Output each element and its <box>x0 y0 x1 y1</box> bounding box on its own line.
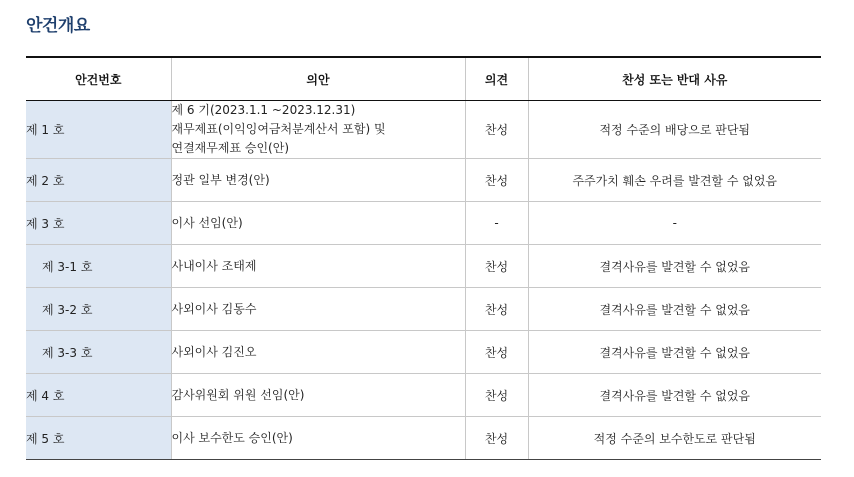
opinion-cell: 찬성 <box>465 374 528 417</box>
table-row <box>26 417 821 460</box>
header-agenda-number: 안건번호 <box>26 57 171 101</box>
agenda-number-cell: 제 4 호 <box>26 374 171 417</box>
header-agenda-item: 의안 <box>171 57 465 101</box>
agenda-item-cell: 사외이사 김동수 <box>171 288 465 331</box>
agenda-number-cell: 제 1 호 <box>26 101 171 159</box>
opinion-cell: 찬성 <box>465 101 528 159</box>
reason-cell: - <box>528 202 821 245</box>
reason-cell: 결격사유를 발견할 수 없었음 <box>528 374 821 417</box>
opinion-cell: 찬성 <box>465 159 528 202</box>
agenda-item-cell: 사내이사 조태제 <box>171 245 465 288</box>
table-row <box>26 288 821 331</box>
header-reason: 찬성 또는 반대 사유 <box>528 57 821 101</box>
agenda-number-cell: 제 3-3 호 <box>26 331 171 374</box>
agenda-number-cell: 제 3-2 호 <box>26 288 171 331</box>
agenda-item-cell: 이사 선임(안) <box>171 202 465 245</box>
agenda-item-cell: 사외이사 김진오 <box>171 331 465 374</box>
opinion-cell: 찬성 <box>465 331 528 374</box>
page-title: 안건개요 <box>26 16 90 36</box>
header-opinion: 의견 <box>465 57 528 101</box>
table-row <box>26 331 821 374</box>
agenda-item-cell: 정관 일부 변경(안) <box>171 159 465 202</box>
agenda-table <box>26 56 821 460</box>
reason-cell: 주주가치 훼손 우려를 발견할 수 없었음 <box>528 159 821 202</box>
agenda-item-line: 제 6 기(2023.1.1 ~2023.12.31) <box>171 103 356 117</box>
table-row <box>26 159 821 202</box>
agenda-item-cell: 이사 보수한도 승인(안) <box>171 417 465 460</box>
agenda-number-cell: 제 3 호 <box>26 202 171 245</box>
table-row <box>26 202 821 245</box>
agenda-number-cell: 제 2 호 <box>26 159 171 202</box>
agenda-item-cell <box>171 101 465 159</box>
agenda-item-line: 연결재무제표 승인(안) <box>171 141 290 155</box>
table-row <box>26 101 821 159</box>
opinion-cell: 찬성 <box>465 288 528 331</box>
agenda-number-cell: 제 5 호 <box>26 417 171 460</box>
table-row <box>26 374 821 417</box>
opinion-cell: 찬성 <box>465 417 528 460</box>
agenda-number-cell: 제 3-1 호 <box>26 245 171 288</box>
reason-cell: 결격사유를 발견할 수 없었음 <box>528 331 821 374</box>
reason-cell: 적정 수준의 배당으로 판단됨 <box>528 101 821 159</box>
table-row <box>26 245 821 288</box>
agenda-item-cell: 감사위원회 위원 선임(안) <box>171 374 465 417</box>
opinion-cell: - <box>465 202 528 245</box>
reason-cell: 결격사유를 발견할 수 없었음 <box>528 245 821 288</box>
reason-cell: 적정 수준의 보수한도로 판단됨 <box>528 417 821 460</box>
opinion-cell: 찬성 <box>465 245 528 288</box>
table-header-row <box>26 57 821 101</box>
reason-cell: 결격사유를 발견할 수 없었음 <box>528 288 821 331</box>
agenda-item-line: 재무제표(이익잉여금처분계산서 포함) 및 <box>171 122 386 136</box>
